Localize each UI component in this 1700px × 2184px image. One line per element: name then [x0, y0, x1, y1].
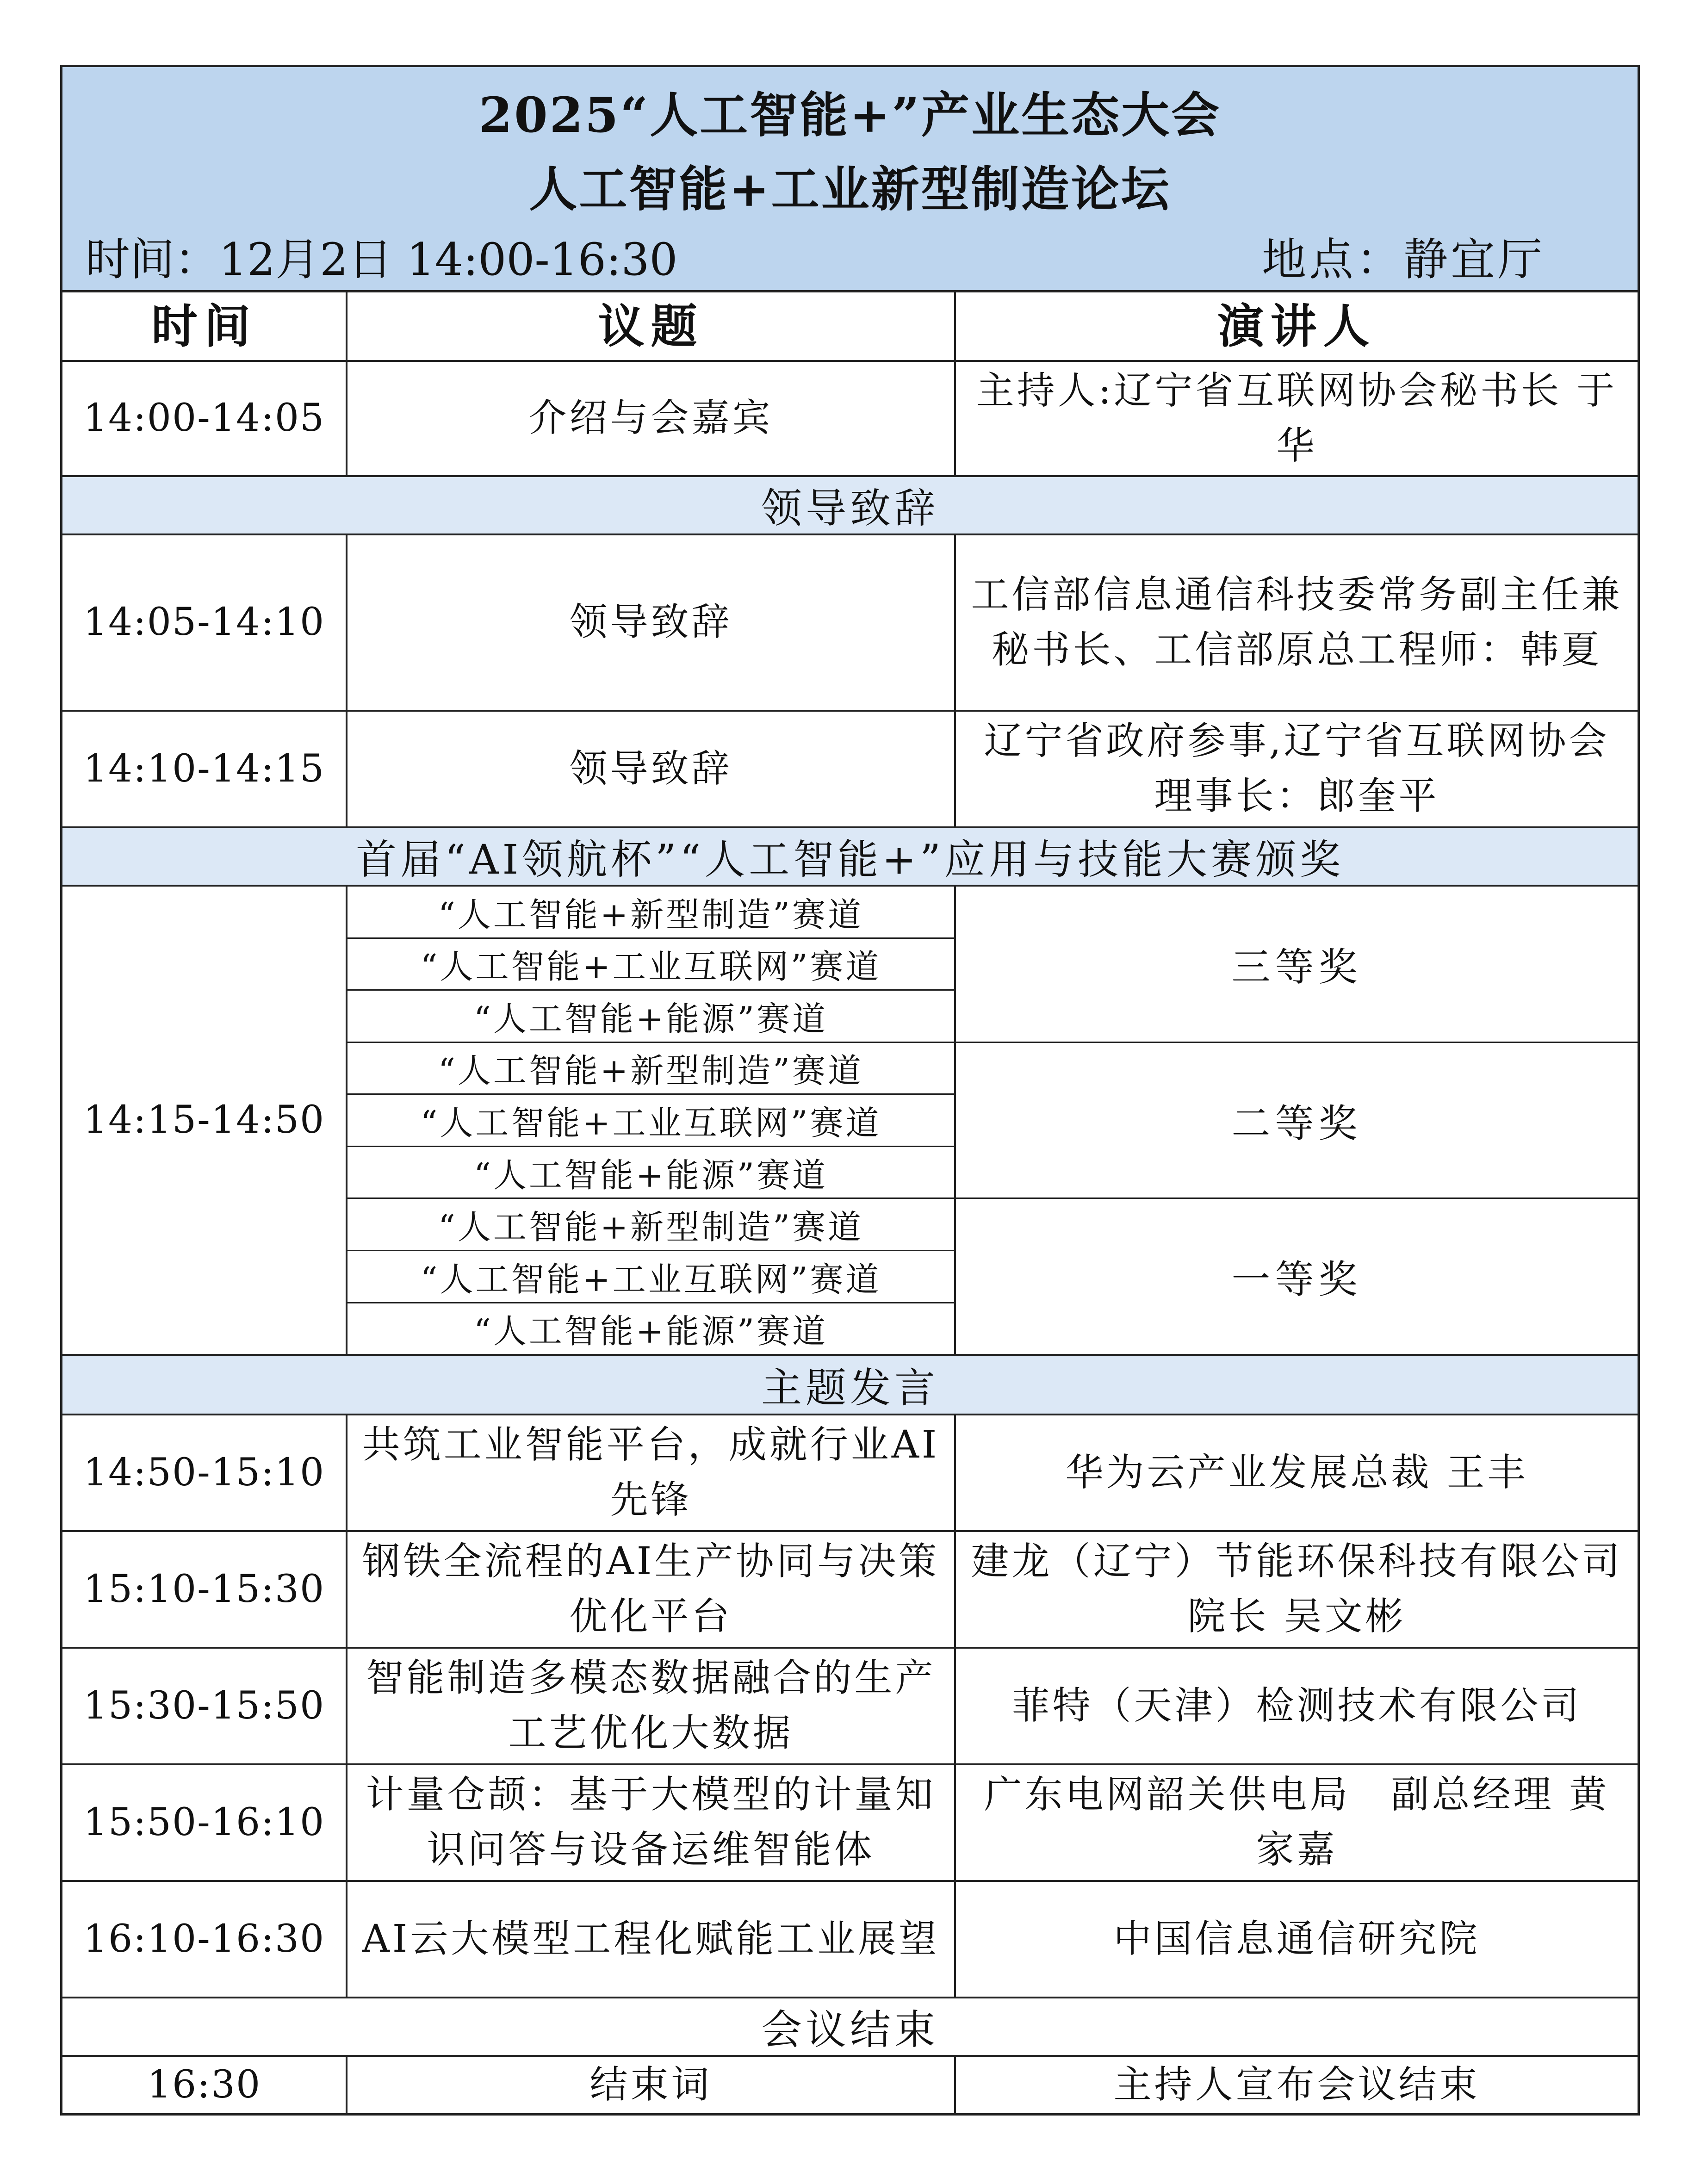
table-row	[62, 1882, 1638, 1998]
award-track: “人工智能+能源”赛道	[347, 991, 954, 1043]
row-speaker: 中国信息通信研究院	[1113, 1917, 1480, 1961]
award-track: “人工智能+新型制造”赛道	[347, 887, 954, 939]
awards-tracks	[347, 887, 956, 1354]
event-time: 时间：12月2日 14:00-16:30	[86, 234, 678, 285]
event-location: 地点：静宜厅	[1262, 234, 1545, 285]
agenda-header	[62, 67, 1638, 292]
row-speaker: 广东电网韶关供电局 副总经理 黄家嘉	[984, 1773, 1610, 1872]
row-topic: AI云大模型工程化赋能工业展望	[347, 1882, 956, 1997]
section-leaders: 领导致辞	[62, 477, 1638, 535]
prize-third: 三等奖	[956, 887, 1638, 1043]
column-header-row	[62, 292, 1638, 362]
table-row	[62, 535, 1638, 712]
column-header-speaker: 演讲人	[1217, 298, 1376, 354]
prize-second: 二等奖	[956, 1043, 1638, 1199]
row-topic: 领导致辞	[347, 712, 956, 826]
section-closing: 会议结束	[62, 1998, 1638, 2057]
row-topic: 计量仓颉：基于大模型的计量知识问答与设备运维智能体	[347, 1765, 956, 1880]
table-row	[62, 1765, 1638, 1882]
row-time: 14:50-15:10	[62, 1415, 347, 1530]
award-track: “人工智能+能源”赛道	[347, 1147, 954, 1199]
row-time: 15:50-16:10	[62, 1765, 347, 1880]
awards-block	[62, 887, 1638, 1356]
table-row	[62, 362, 1638, 477]
row-topic: 介绍与会嘉宾	[347, 362, 956, 475]
row-topic: 结束词	[347, 2057, 956, 2113]
column-header-topic: 议题	[347, 292, 956, 360]
row-topic: 领导致辞	[347, 535, 956, 710]
row-topic: 智能制造多模态数据融合的生产工艺优化大数据	[347, 1649, 956, 1763]
award-track: “人工智能+新型制造”赛道	[347, 1043, 954, 1095]
agenda-table	[60, 65, 1640, 2116]
section-awards: 首届“AI领航杯”“人工智能+”应用与技能大赛颁奖	[62, 828, 1638, 887]
row-time: 14:00-14:05	[62, 362, 347, 475]
table-row	[62, 1532, 1638, 1649]
row-time: 16:10-16:30	[62, 1882, 347, 1997]
row-time: 14:05-14:10	[62, 535, 347, 710]
row-time: 15:30-15:50	[62, 1649, 347, 1763]
row-topic: 共筑工业智能平台，成就行业AI先锋	[347, 1415, 956, 1530]
section-keynotes: 主题发言	[62, 1356, 1638, 1415]
award-track: “人工智能+工业互联网”赛道	[347, 939, 954, 991]
awards-time: 14:15-14:50	[62, 887, 347, 1354]
table-row	[62, 712, 1638, 828]
row-speaker: 辽宁省政府参事,辽宁省互联网协会理事长：郎奎平	[984, 719, 1610, 818]
table-row	[62, 2057, 1638, 2113]
forum-title: 人工智能+工业新型制造论坛	[529, 161, 1171, 217]
table-row	[62, 1649, 1638, 1765]
conference-title: 2025“人工智能+”产业生态大会	[478, 87, 1222, 143]
row-speaker: 主持人:辽宁省互联网协会秘书长 于华	[976, 368, 1618, 468]
awards-prizes	[956, 887, 1638, 1354]
prize-first: 一等奖	[1231, 1257, 1362, 1303]
row-time: 16:30	[62, 2057, 347, 2113]
row-speaker: 主持人宣布会议结束	[1113, 2062, 1480, 2107]
award-track: “人工智能+新型制造”赛道	[347, 1199, 954, 1251]
row-speaker: 菲特（天津）检测技术有限公司	[1011, 1683, 1582, 1728]
row-speaker: 建龙（辽宁）节能环保科技有限公司 院长 吴文彬	[971, 1539, 1623, 1638]
award-track: “人工智能+工业互联网”赛道	[347, 1251, 954, 1303]
award-track: “人工智能+工业互联网”赛道	[347, 1095, 954, 1147]
row-speaker: 工信部信息通信科技委常务副主任兼秘书长、工信部原总工程师：韩夏	[971, 572, 1623, 672]
row-speaker: 华为云产业发展总裁 王丰	[1065, 1450, 1528, 1495]
column-header-time: 时间	[62, 292, 347, 360]
award-track: “人工智能+能源”赛道	[474, 1312, 828, 1351]
table-row	[62, 1415, 1638, 1532]
row-topic: 钢铁全流程的AI生产协同与决策优化平台	[347, 1532, 956, 1647]
row-time: 15:10-15:30	[62, 1532, 347, 1647]
row-time: 14:10-14:15	[62, 712, 347, 826]
